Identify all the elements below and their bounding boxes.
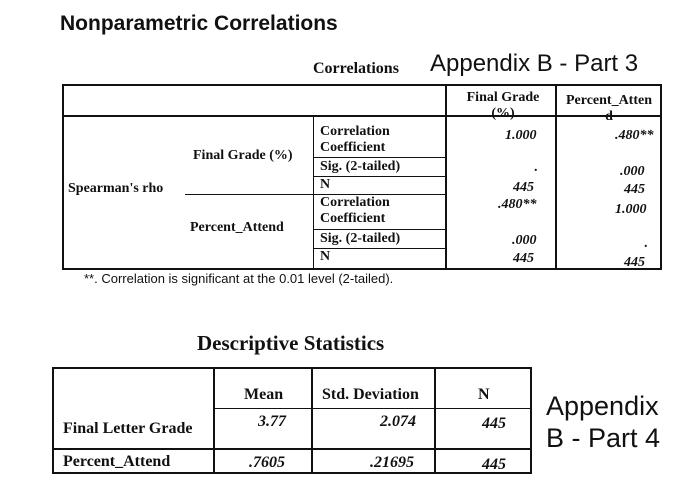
cell-n: 445 xyxy=(482,456,506,473)
cell-std-deviation: .21695 xyxy=(370,454,414,471)
cell-mean: .7605 xyxy=(249,454,285,471)
row-var-final-grade: Final Grade (%) xyxy=(193,148,293,163)
stat-label-corr-coef: Correlation Coefficient xyxy=(320,195,390,226)
col-header-percent-attend: Percent_Attend xyxy=(565,93,653,124)
cell-value: 445 xyxy=(624,182,645,197)
cell-value: .480** xyxy=(615,128,654,143)
stat-label-sig: Sig. (2-tailed) xyxy=(320,159,401,174)
cell-mean: 3.77 xyxy=(258,413,286,430)
significance-footnote: **. Correlation is significant at the 0.01 level (2-tailed). xyxy=(84,271,394,286)
row-var-percent-attend: Percent_Attend xyxy=(190,220,284,235)
appendix-b-part4-label xyxy=(546,390,660,454)
col-header-std-deviation: Std. Deviation xyxy=(322,386,419,403)
cell-value: . xyxy=(534,160,538,175)
cell-value: .000 xyxy=(512,233,537,248)
cell-value: .480** xyxy=(498,197,537,212)
page-heading: Nonparametric Correlations xyxy=(60,12,338,35)
row-label-percent-attend: Percent_Attend xyxy=(63,453,171,470)
col-header-n: N xyxy=(478,386,490,403)
stat-label-n: N xyxy=(320,177,331,192)
cell-value: 445 xyxy=(513,251,534,266)
cell-value: 1.000 xyxy=(505,128,537,143)
stat-label-corr-coef: Correlation Coefficient xyxy=(320,124,390,155)
row-label-final-letter-grade: Final Letter Grade xyxy=(63,420,193,437)
stat-label-sig: Sig. (2-tailed) xyxy=(320,231,401,246)
descriptive-stats-title: Descriptive Statistics xyxy=(197,331,385,355)
col-header-final-grade: Final Grade (%) xyxy=(466,90,540,121)
stat-label-n: N xyxy=(320,249,331,264)
col-header-mean: Mean xyxy=(244,386,284,403)
cell-n: 445 xyxy=(482,415,506,432)
correlations-title: Correlations xyxy=(313,60,399,77)
cell-value: 445 xyxy=(624,255,645,270)
cell-std-deviation: 2.074 xyxy=(380,413,416,430)
appendix-b-part3-label: Appendix B - Part 3 xyxy=(430,50,639,77)
appendix-b-part4-line1: Appendix xyxy=(546,391,659,421)
appendix-b-part4-line2: B - Part 4 xyxy=(546,423,661,453)
row-group-spearman: Spearman's rho xyxy=(68,181,164,196)
cell-value: .000 xyxy=(620,164,645,179)
cell-value: . xyxy=(644,236,648,251)
cell-value: 1.000 xyxy=(615,202,647,217)
cell-value: 445 xyxy=(513,180,534,195)
